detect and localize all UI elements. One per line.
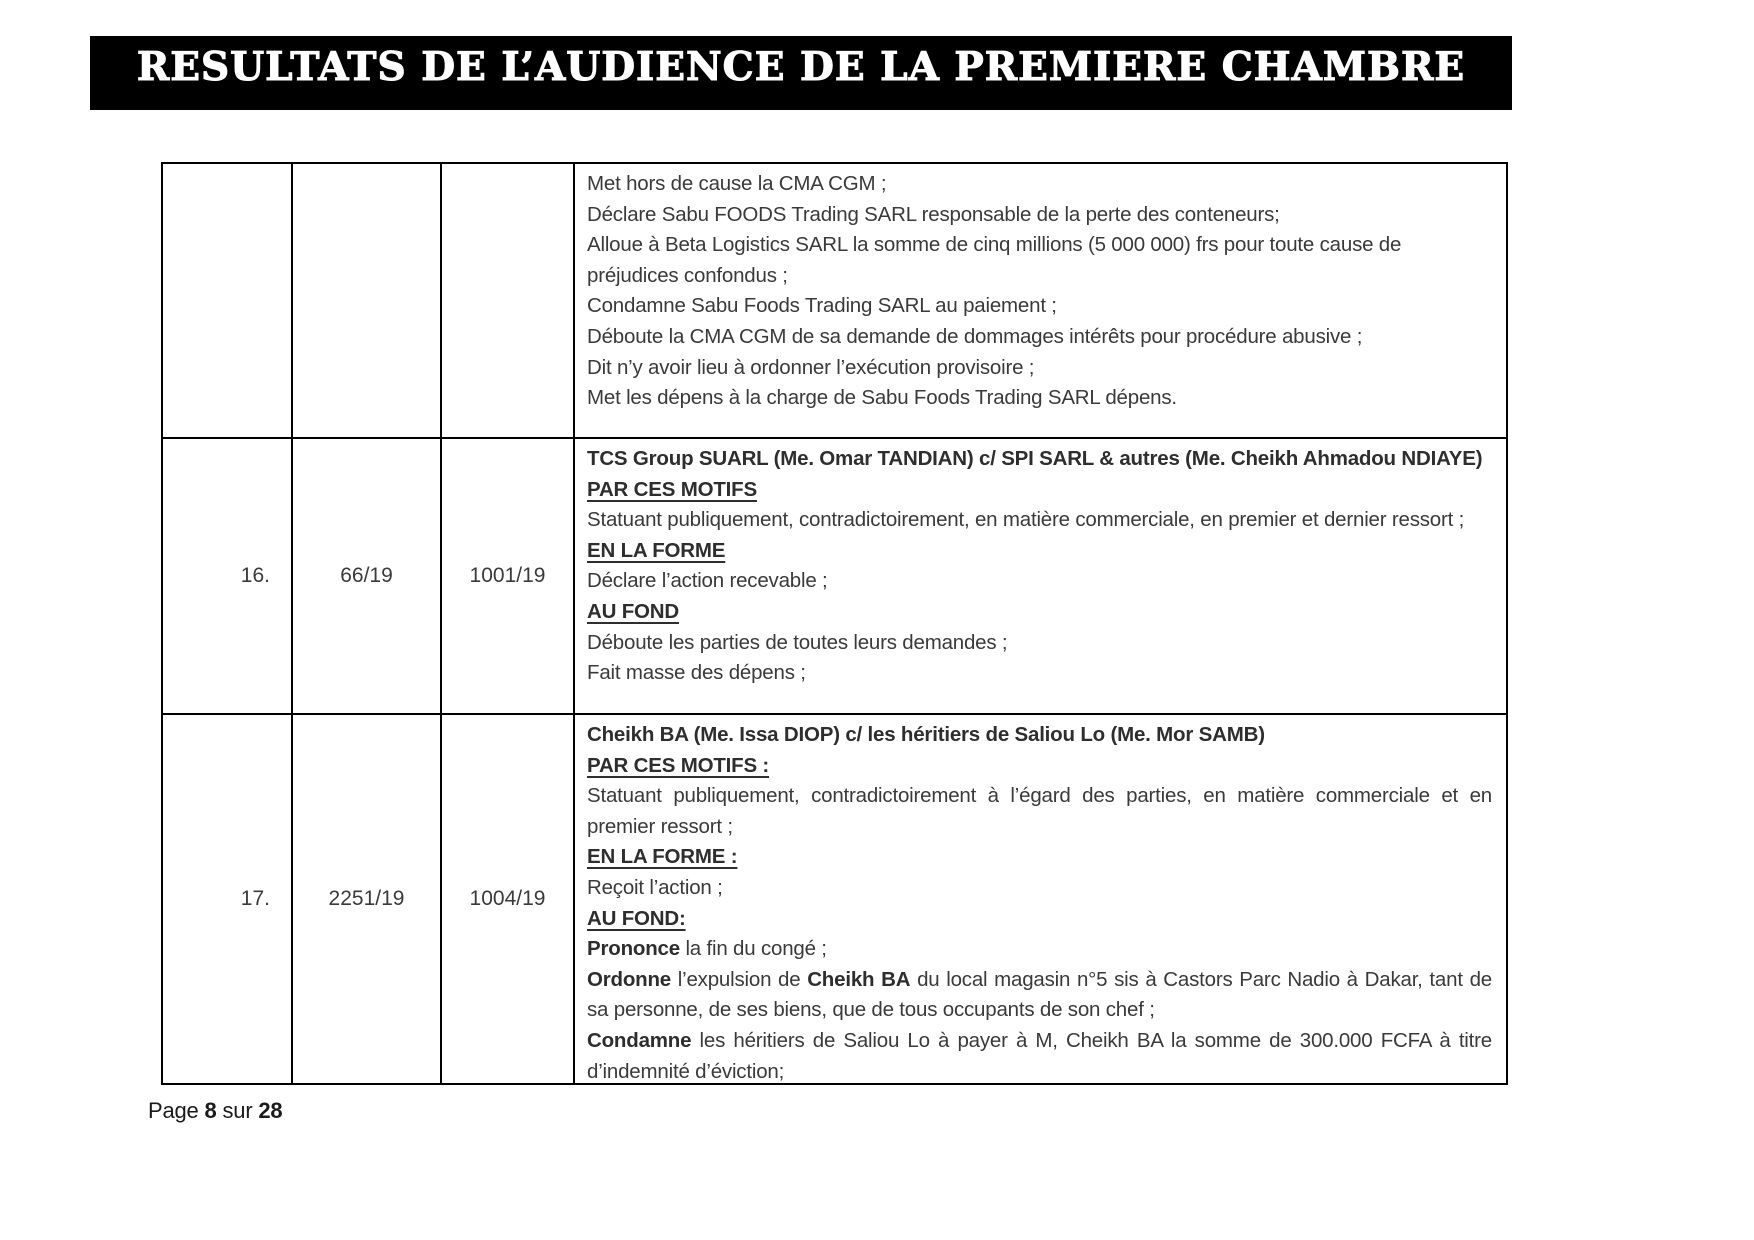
footer-separator: sur <box>222 1098 253 1123</box>
decision-cell <box>575 164 1506 437</box>
decision-paragraph: TCS Group SUARL (Me. Omar TANDIAN) c/ SPI SARL & autres (Me. Cheikh Ahmadou NDIAYE) <box>587 447 1483 470</box>
page-footer <box>148 1098 282 1124</box>
title-banner <box>90 36 1512 110</box>
decision-paragraph: Alloue à Beta Logistics SARL la somme de cinq millions (5 000 000) frs pour toute cause de préjudices confondus ; <box>587 233 1402 287</box>
rg-number-cell <box>442 164 575 437</box>
footer-page-number: 8 <box>204 1098 217 1123</box>
decision-paragraph: Déclare l’action recevable ; <box>587 569 828 593</box>
decision-paragraph: Déclare Sabu FOODS Trading SARL responsable de la perte des conteneurs; <box>587 202 1280 226</box>
role-number-cell <box>293 164 442 437</box>
page-title: RESULTATS DE L’AUDIENCE DE LA PREMIERE CHAMBRE <box>136 44 1466 90</box>
decision-cell <box>575 715 1506 1083</box>
table-row <box>163 164 1506 437</box>
order-number-cell: 16. <box>163 439 293 713</box>
decision-paragraph: Condamne Sabu Foods Trading SARL au paiement ; <box>587 294 1057 318</box>
decision-paragraph: Reçoit l’action ; <box>587 875 723 899</box>
section-heading: AU FOND <box>587 599 679 623</box>
decision-paragraph: Prononce la fin du congé ; <box>587 937 827 961</box>
decision-paragraph: Cheikh BA (Me. Issa DIOP) c/ les héritiers de Saliou Lo (Me. Mor SAMB) <box>587 723 1265 746</box>
table-row <box>163 713 1506 1083</box>
results-table <box>161 162 1508 1085</box>
order-number-cell <box>163 164 293 437</box>
decision-paragraph: Dit n’y avoir lieu à ordonner l’exécution provisoire ; <box>587 355 1035 379</box>
decision-paragraph: Statuant publiquement, contradictoirement à l’égard des parties, en matière commerciale et en premier ressort ; <box>587 784 1492 838</box>
decision-paragraph: Met hors de cause la CMA CGM ; <box>587 172 887 195</box>
section-heading: AU FOND: <box>587 906 686 930</box>
section-heading: EN LA FORME : <box>587 845 738 869</box>
order-number-cell: 17. <box>163 715 293 1083</box>
table-row <box>163 437 1506 713</box>
decision-paragraph: Met les dépens à la charge de Sabu Foods Trading SARL dépens. <box>587 386 1177 410</box>
decision-cell <box>575 439 1506 713</box>
decision-paragraph: Fait masse des dépens ; <box>587 661 806 685</box>
footer-total-pages: 28 <box>258 1098 283 1123</box>
decision-paragraph: Statuant publiquement, contradictoirement, en matière commerciale, en premier et dernier ressort ; <box>587 508 1465 532</box>
footer-page-label: Page <box>148 1098 199 1123</box>
section-heading: EN LA FORME <box>587 538 726 562</box>
rg-number-cell: 1001/19 <box>442 439 575 713</box>
decision-paragraph: Ordonne l’expulsion de Cheikh BA du local magasin n°5 sis à Castors Parc Nadio à Dakar, tant de sa personne, de ses biens, que de tous occupants de son chef ; <box>587 967 1492 1022</box>
role-number-cell: 2251/19 <box>293 715 442 1083</box>
section-heading: PAR CES MOTIFS : <box>587 753 770 777</box>
section-heading: PAR CES MOTIFS <box>587 477 757 501</box>
decision-paragraph: Déboute les parties de toutes leurs demandes ; <box>587 630 1008 654</box>
rg-number-cell: 1004/19 <box>442 715 575 1083</box>
decision-paragraph: Déboute la CMA CGM de sa demande de dommages intérêts pour procédure abusive ; <box>587 324 1363 348</box>
decision-paragraph: Condamne les héritiers de Saliou Lo à payer à M, Cheikh BA la somme de 300.000 FCFA à titre d’indemnité d’éviction; <box>587 1028 1492 1083</box>
role-number-cell: 66/19 <box>293 439 442 713</box>
